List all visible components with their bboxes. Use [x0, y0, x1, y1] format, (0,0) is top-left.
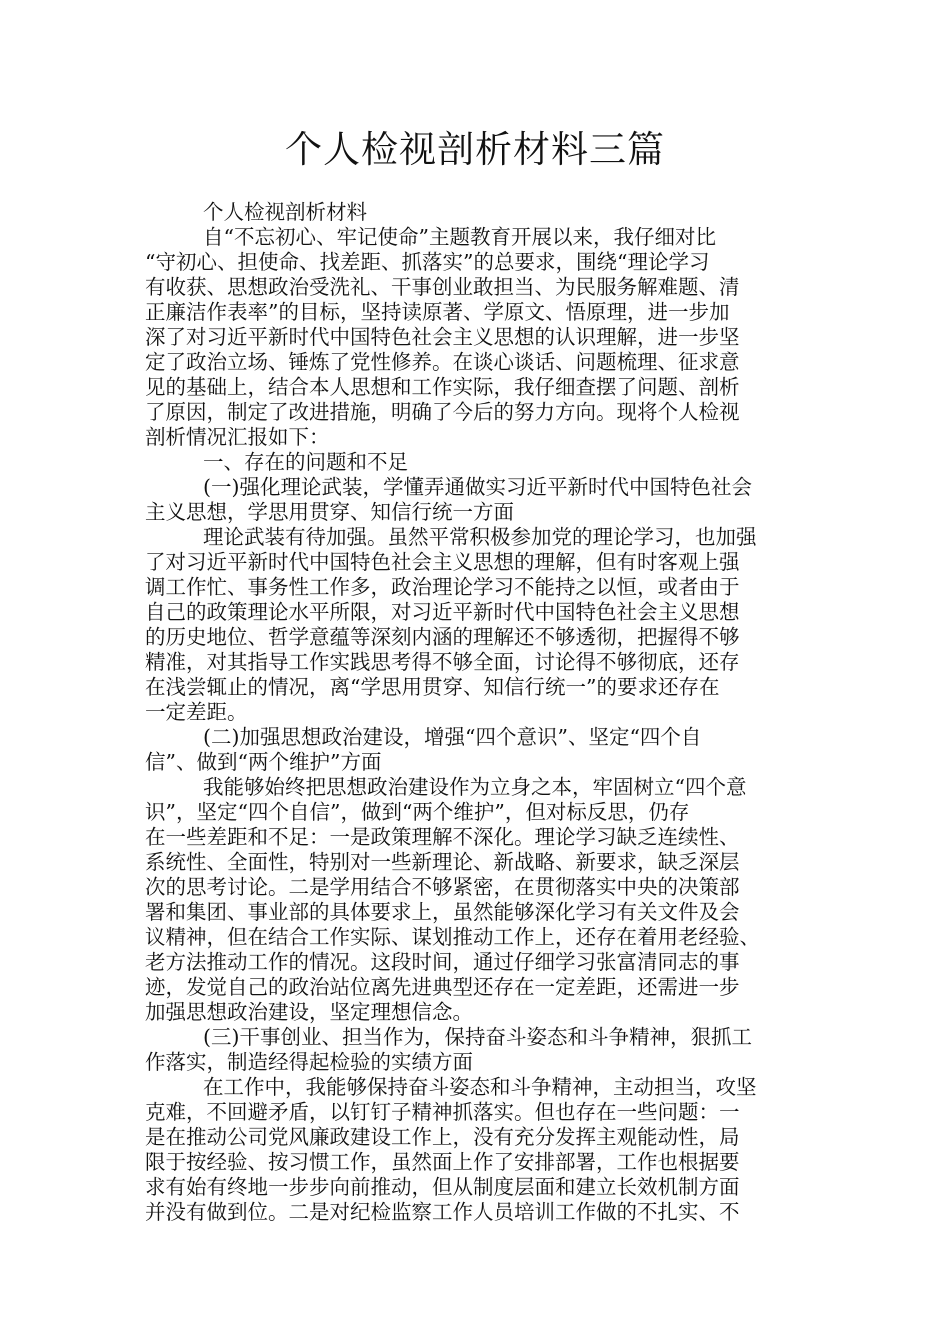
paragraph-line: 迹，发觉自己的政治站位离先进典型还存在一定差距，还需进一步 — [145, 975, 740, 999]
paragraph-line: 理论武装有待加强。虽然平常积极参加党的理论学习，也加强 — [203, 525, 757, 549]
subsection-heading: (三)干事创业、担当作为，保持奋斗姿态和斗争精神，狠抓工 — [203, 1025, 752, 1049]
subsection-heading: (一)强化理论武装，学懂弄通做实习近平新时代中国特色社会 — [203, 475, 752, 499]
subsection-heading: 主义思想，学思用贯穿、知信行统一方面 — [145, 500, 514, 524]
paragraph-line: 我能够始终把思想政治建设作为立身之本，牢固树立“四个意 — [203, 775, 747, 799]
paragraph-line: 系统性、全面性，特别对一些新理论、新战略、新要求，缺乏深层 — [145, 850, 740, 874]
paragraph-line: 精准，对其指导工作实践思考得不够全面，讨论得不够彻底，还存 — [145, 650, 740, 674]
paragraph-line: 了原因，制定了改进措施，明确了今后的努力方向。现将个人检视 — [145, 400, 740, 424]
paragraph-line: 在一些差距和不足：一是政策理解不深化。理论学习缺乏连续性、 — [145, 825, 740, 849]
paragraph-line: 定了政治立场、锤炼了党性修养。在谈心谈话、问题梳理、征求意 — [145, 350, 740, 374]
paragraph-line: 了对习近平新时代中国特色社会主义思想的理解，但有时客观上强 — [145, 550, 740, 574]
paragraph-line: 并没有做到位。二是对纪检监察工作人员培训工作做的不扎实、不 — [145, 1200, 740, 1224]
paragraph-line: 正廉洁作表率”的目标，坚持读原著、学原文、悟原理，进一步加 — [145, 300, 730, 324]
paragraph-line: 剖析情况汇报如下： — [145, 425, 330, 449]
paragraph-line: 议精神，但在结合工作实际、谋划推动工作上，还存在着用老经验、 — [145, 925, 760, 949]
paragraph-line: 一定差距。 — [145, 700, 248, 724]
subsection-heading: (二)加强思想政治建设，增强“四个意识”、坚定“四个自 — [203, 725, 702, 749]
document-body — [145, 200, 805, 1225]
paragraph-line: 见的基础上，结合本人思想和工作实际，我仔细查摆了问题、剖析 — [145, 375, 740, 399]
paragraph-line: 有收获、思想政治受洗礼、干事创业敢担当、为民服务解难题、清 — [145, 275, 740, 299]
paragraph-line: 限于按经验、按习惯工作，虽然面上作了安排部署，工作也根据要 — [145, 1150, 740, 1174]
section-heading: 一、存在的问题和不足 — [203, 450, 408, 474]
paragraph-line: 老方法推动工作的情况。这段时间，通过仔细学习张富清同志的事 — [145, 950, 740, 974]
subsection-heading: 作落实，制造经得起检验的实绩方面 — [145, 1050, 473, 1074]
paragraph-line: 的历史地位、哲学意蕴等深刻内涵的理解还不够透彻，把握得不够 — [145, 625, 740, 649]
paragraph-line: 自己的政策理论水平所限，对习近平新时代中国特色社会主义思想 — [145, 600, 740, 624]
paragraph-line: 在浅尝辄止的情况，离“学思用贯穿、知信行统一”的要求还存在 — [145, 675, 720, 699]
document-title: 个人检视剖析材料三篇 — [285, 128, 665, 171]
paragraph-line: 是在推动公司党风廉政建设工作上，没有充分发挥主观能动性，局 — [145, 1125, 740, 1149]
paragraph-line: 调工作忙、事务性工作多，政治理论学习不能持之以恒，或者由于 — [145, 575, 740, 599]
paragraph-line: 在工作中，我能够保持奋斗姿态和斗争精神，主动担当，攻坚 — [203, 1075, 757, 1099]
paragraph-line: 加强思想政治建设，坚定理想信念。 — [145, 1000, 473, 1024]
paragraph-line: 次的思考讨论。二是学用结合不够紧密，在贯彻落实中央的决策部 — [145, 875, 740, 899]
subsection-heading: 信”、做到“两个维护”方面 — [145, 750, 382, 774]
paragraph-line: 求有始有终地一步步向前推动，但从制度层面和建立长效机制方面 — [145, 1175, 740, 1199]
paragraph-line: 克难，不回避矛盾，以钉钉子精神抓落实。但也存在一些问题：一 — [145, 1100, 740, 1124]
paragraph-line: 深了对习近平新时代中国特色社会主义思想的认识理解，进一步坚 — [145, 325, 740, 349]
paragraph-line: 识”，坚定“四个自信”，做到“两个维护”，但对标反思，仍存 — [145, 800, 690, 824]
paragraph-line: “守初心、担使命、找差距、抓落实”的总要求，围绕“理论学习 — [145, 250, 710, 274]
paragraph-line: 自“不忘初心、牢记使命”主题教育开展以来，我仔细对比 — [203, 225, 716, 249]
subtitle-line: 个人检视剖析材料 — [203, 200, 367, 224]
paragraph-line: 署和集团、事业部的具体要求上，虽然能够深化学习有关文件及会 — [145, 900, 740, 924]
